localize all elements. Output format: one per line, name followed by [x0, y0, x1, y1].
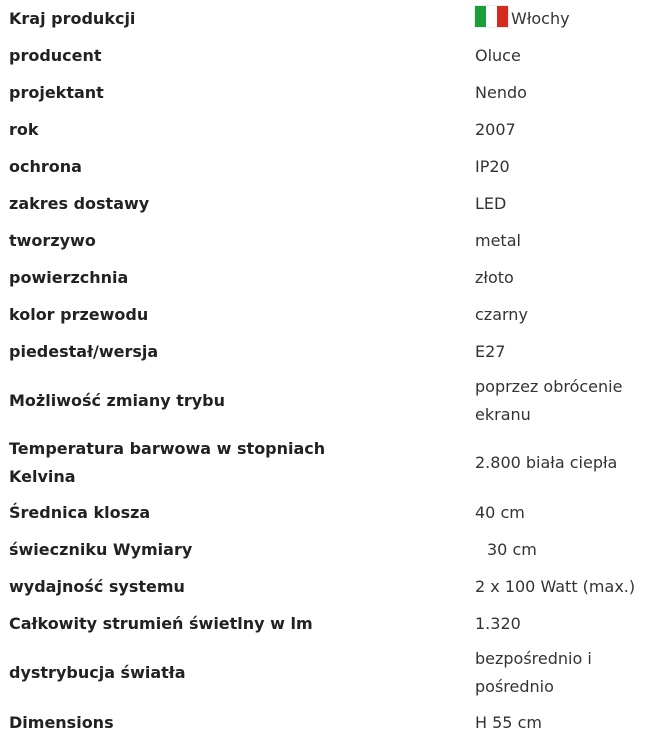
spec-row-country	[0, 0, 649, 37]
italy-flag-icon	[475, 6, 508, 27]
spec-value: Oluce	[475, 45, 521, 65]
spec-value-text: Włochy	[511, 8, 570, 28]
spec-row-designer	[0, 74, 649, 111]
spec-row-luminaire-dimensions	[0, 531, 649, 568]
spec-label: Średnica klosza	[9, 502, 151, 522]
spec-value: 30 cm	[487, 539, 537, 559]
spec-row-system-output	[0, 568, 649, 605]
spec-value-line: bezpośrednio i	[475, 649, 592, 668]
spec-value: H 55 cm	[475, 712, 542, 732]
spec-label: świeczniku Wymiary	[9, 539, 193, 559]
spec-row-cable-color	[0, 296, 649, 333]
spec-row-surface	[0, 259, 649, 296]
spec-value-line: pośrednio	[475, 677, 554, 696]
spec-value: czarny	[475, 304, 528, 324]
spec-row-color-temperature	[0, 432, 649, 494]
spec-value	[475, 5, 649, 33]
spec-row-delivery-scope	[0, 185, 649, 222]
spec-label: Kraj produkcji	[9, 8, 136, 28]
spec-label: rok	[9, 119, 39, 139]
spec-label: Możliwość zmiany trybu	[9, 391, 226, 410]
spec-label: piedestał/wersja	[9, 341, 159, 361]
spec-value-line: poprzez obrócenie	[475, 377, 623, 396]
spec-label: dystrybucja światła	[9, 663, 186, 682]
spec-value: 40 cm	[475, 502, 525, 522]
spec-label: tworzywo	[9, 230, 96, 250]
spec-label: producent	[9, 45, 102, 65]
spec-row-material	[0, 222, 649, 259]
spec-value: 2 x 100 Watt (max.)	[475, 576, 636, 596]
spec-label: Dimensions	[9, 712, 114, 732]
spec-row-socket	[0, 333, 649, 370]
spec-value: 1.320	[475, 613, 521, 633]
spec-value: E27	[475, 341, 506, 361]
spec-value	[475, 373, 649, 429]
spec-value: 2.800 biała ciepła	[475, 453, 618, 472]
spec-value: metal	[475, 230, 521, 250]
spec-row-light-distribution	[0, 642, 649, 704]
spec-row-protection	[0, 148, 649, 185]
spec-row-year	[0, 111, 649, 148]
spec-value: LED	[475, 193, 507, 213]
spec-label: powierzchnia	[9, 267, 129, 287]
spec-label: projektant	[9, 82, 104, 102]
spec-value: złoto	[475, 267, 514, 287]
spec-row-mode-change	[0, 370, 649, 432]
spec-label-line: Temperatura barwowa w stopniach	[9, 439, 326, 458]
spec-value: Nendo	[475, 82, 527, 102]
spec-label: ochrona	[9, 156, 82, 176]
spec-row-luminous-flux	[0, 605, 649, 642]
spec-row-producer	[0, 37, 649, 74]
spec-label: zakres dostawy	[9, 193, 150, 213]
spec-row-shade-diameter	[0, 494, 649, 531]
spec-value: 2007	[475, 119, 516, 139]
spec-value: IP20	[475, 156, 510, 176]
spec-value	[475, 645, 649, 701]
spec-label: wydajność systemu	[9, 576, 185, 596]
spec-row-dimensions	[0, 704, 649, 741]
spec-label: Całkowity strumień świetlny w lm	[9, 613, 313, 633]
spec-label-line: Kelvina	[9, 467, 76, 486]
spec-label	[0, 435, 475, 491]
spec-label: kolor przewodu	[9, 304, 149, 324]
spec-value-line: ekranu	[475, 405, 531, 424]
